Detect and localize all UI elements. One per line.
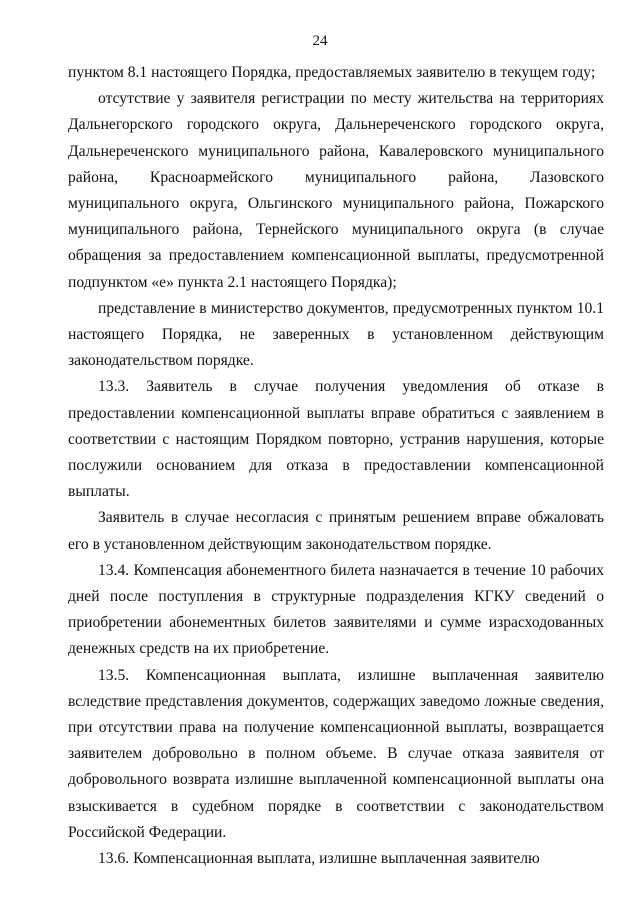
page-number: 24	[312, 33, 328, 49]
paragraph-2: отсутствие у заявителя регистрации по месту жительства на территориях Дальнегорского городского округа, Дальнереченского городского округа, Дальнереченского муниципального района, Кавалеровского муниципального района, Красноармейского муниципального района, Лазовского муниципального округа, Ольгинского муниципального района, Пожарского муниципального района, Тернейского муниципального округа (в случае обращения за предоставлением компенсационной выплаты, предусмотренной подпунктом «е» пункта 2.1 настоящего Порядка);	[68, 90, 604, 291]
paragraph-7: 13.5. Компенсационная выплата, излишне выплаченная заявителю вследствие представления документов, содержащих заведомо ложные сведения, при отсутствии права на получение компенсационной выплаты, возвращается заявителем добровольно в полном объеме. В случае отказа заявителя от добровольного возврата излишне выплаченной компенсационной выплаты она взыскивается в судебном порядке в соответствии с законодательством Российской Федерации.	[68, 666, 604, 841]
paragraph-3: представление в министерство документов, предусмотренных пунктом 10.1 настоящего Порядка, не заверенных в установленном действующим законодательством порядке.	[68, 299, 604, 370]
paragraph-4: 13.3. Заявитель в случае получения уведомления об отказе в предоставлении компенсационной выплаты вправе обратиться с заявлением в соответствии с настоящим Порядком повторно, устранив нарушения, которые послужили основанием для отказа в предоставлении компенсационной выплаты.	[68, 378, 604, 501]
document-body	[68, 60, 604, 872]
paragraph-5: Заявитель в случае несогласия с принятым решением вправе обжаловать его в установленном действующим законодательством порядке.	[68, 509, 604, 553]
paragraph-8: 13.6. Компенсационная выплата, излишне выплаченная заявителю	[98, 850, 540, 868]
paragraph-6: 13.4. Компенсация абонементного билета назначается в течение 10 рабочих дней после поступления в структурные подразделения КГКУ сведений о приобретении абонементных билетов заявителями и сумме израсходованных денежных средств на их приобретение.	[68, 561, 604, 658]
paragraph-1: пунктом 8.1 настоящего Порядка, предоставляемых заявителю в текущем году;	[68, 64, 596, 81]
